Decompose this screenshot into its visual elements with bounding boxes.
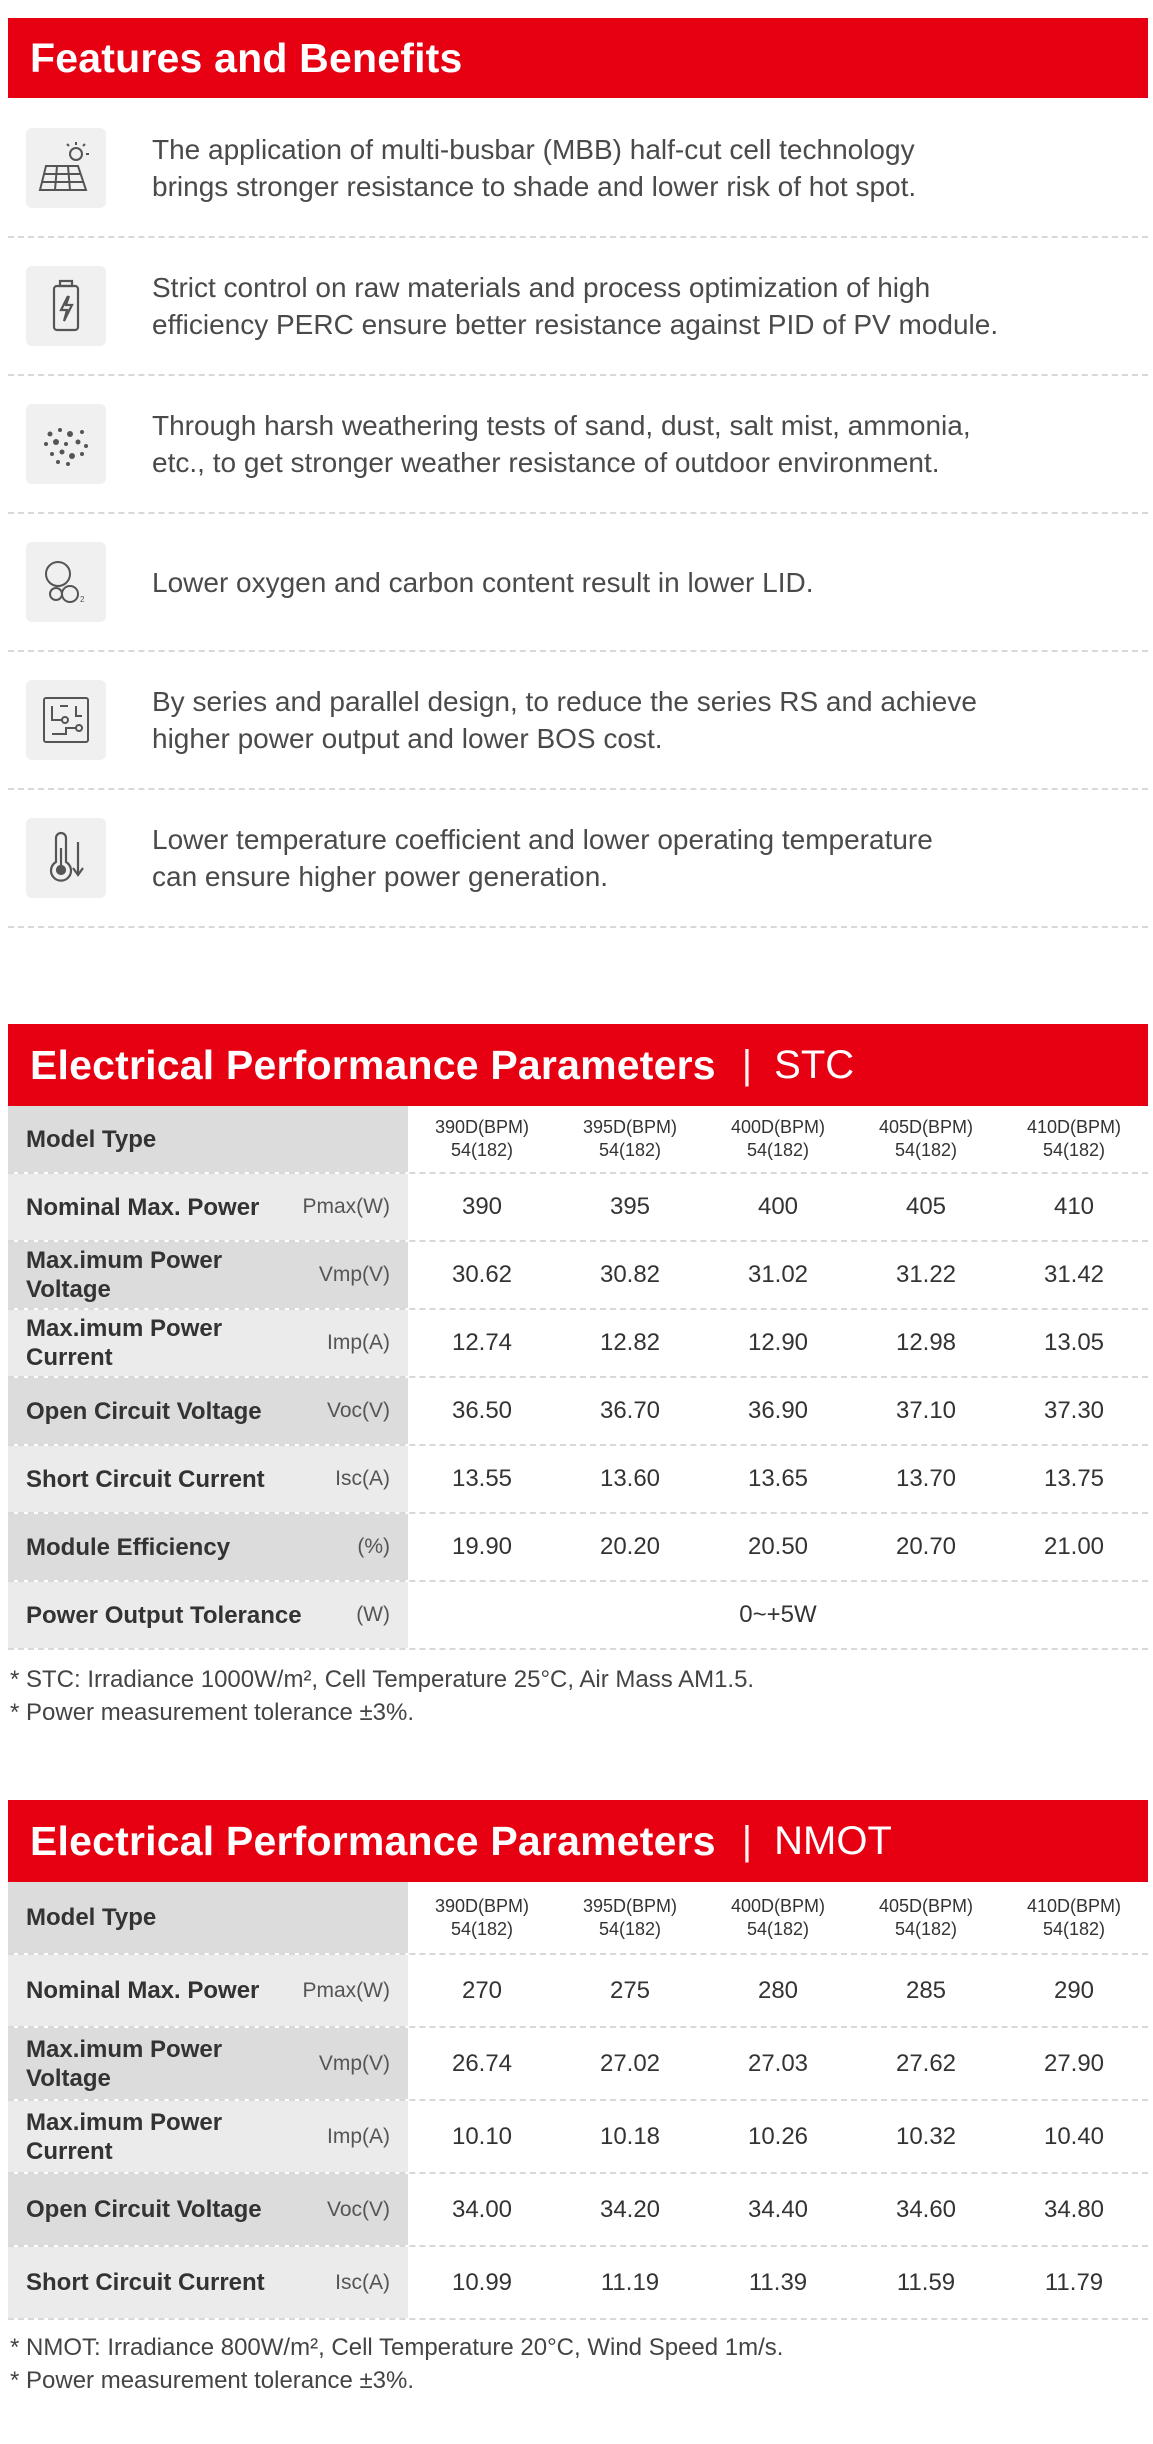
row-unit: Isc(A) [335, 1467, 390, 1490]
table-row [8, 1174, 1148, 1242]
value-cell: 410 [1053, 1193, 1095, 1220]
feature-text-line: etc., to get stronger weather resistance of outdoor environment. [152, 447, 940, 478]
value-cell: 37.30 [1043, 1397, 1105, 1424]
feature-text-line: Through harsh weathering tests of sand, dust, salt mist, ammonia, [152, 410, 971, 441]
note-line: * NMOT: Irradiance 800W/m², Cell Temperature 20°C, Wind Speed 1m/s. [10, 2334, 784, 2361]
value-cell: 13.75 [1043, 1465, 1105, 1492]
stc-title: Electrical Performance Parameters [30, 1041, 716, 1088]
circuit-icon [26, 680, 106, 760]
model-cell: 395D(BPM) 54(182) [582, 1895, 678, 1939]
feature-text-line: can ensure higher power generation. [152, 861, 609, 892]
feature-item [8, 376, 1148, 514]
model-cell: 390D(BPM) 54(182) [434, 1117, 530, 1160]
particles-icon [26, 404, 106, 484]
stc-table [8, 1106, 1148, 1650]
model-cell: 400D(BPM) 54(182) [730, 1117, 826, 1160]
value-cell: 10.99 [451, 2268, 513, 2296]
value-cell: 20.50 [747, 1533, 809, 1560]
value-cell: 20.70 [895, 1533, 957, 1560]
features-title: Features and Benefits [30, 34, 463, 81]
row-label: Open Circuit Voltage [26, 1397, 262, 1425]
value-cell: 290 [1053, 1976, 1095, 2004]
value-cell: 280 [757, 1976, 799, 2004]
stc-subtitle: STC [774, 1042, 855, 1087]
row-label: Model Type [26, 1904, 157, 1931]
row-unit: (%) [357, 1535, 390, 1558]
table-row [8, 2174, 1148, 2247]
table-row [8, 1310, 1148, 1378]
value-cell: 21.00 [1043, 1533, 1105, 1560]
model-cell: 410D(BPM) 54(182) [1026, 1895, 1122, 1939]
value-cell: 10.10 [451, 2122, 513, 2150]
table-row [8, 1242, 1148, 1310]
battery-bolt-icon [26, 266, 106, 346]
nmot-notes [10, 2331, 783, 2397]
feature-text-line: The application of multi-busbar (MBB) half-cut cell technology [152, 134, 915, 165]
row-label: Open Circuit Voltage [26, 2196, 262, 2223]
row-label: Module Efficiency [26, 1533, 231, 1561]
model-cell: 400D(BPM) 54(182) [730, 1895, 826, 1939]
oxygen-bubbles-icon [26, 542, 106, 622]
value-cell: 19.90 [451, 1533, 513, 1560]
feature-text-line: By series and parallel design, to reduce the series RS and achieve [152, 686, 977, 717]
table-row [8, 1446, 1148, 1514]
model-cell: 405D(BPM) 54(182) [878, 1117, 974, 1160]
feature-item [8, 514, 1148, 652]
nmot-separator: | [741, 1818, 753, 1863]
row-unit: Pmax(W) [302, 1195, 390, 1218]
row-label: Model Type [26, 1125, 157, 1153]
features-list [8, 100, 1148, 928]
row-unit: (W) [356, 1603, 390, 1626]
value-cell: 13.70 [895, 1465, 957, 1492]
value-cell: 34.00 [451, 2195, 513, 2223]
nmot-subtitle: NMOT [774, 1818, 892, 1863]
row-label: Short Circuit Current [26, 2269, 265, 2296]
value-cell: 13.60 [599, 1465, 661, 1492]
feature-text-line: brings stronger resistance to shade and lower risk of hot spot. [152, 171, 917, 202]
value-cell: 36.50 [451, 1397, 513, 1424]
table-row [8, 1378, 1148, 1446]
solar-panel-sun-icon [26, 128, 106, 208]
value-cell: 275 [609, 1976, 651, 2004]
value-cell: 34.80 [1043, 2195, 1105, 2223]
value-cell: 10.40 [1043, 2122, 1105, 2150]
table-row [8, 1582, 1148, 1650]
thermometer-down-icon [26, 818, 106, 898]
value-cell: 34.20 [599, 2195, 661, 2223]
value-cell: 20.20 [599, 1533, 661, 1560]
value-cell: 27.90 [1043, 2049, 1105, 2077]
table-row [8, 2101, 1148, 2174]
row-unit: Voc(V) [326, 2197, 390, 2221]
row-label: Nominal Max. Power [26, 1977, 260, 2004]
value-cell: 10.18 [599, 2122, 661, 2150]
row-unit: Imp(A) [327, 1331, 390, 1354]
row-unit: Voc(V) [326, 1399, 390, 1422]
svg-text:2: 2 [80, 595, 85, 604]
note-line: * STC: Irradiance 1000W/m², Cell Temperature 25°C, Air Mass AM1.5. [10, 1666, 755, 1693]
value-cell: 11.39 [748, 2268, 808, 2296]
value-cell: 11.79 [1044, 2268, 1104, 2296]
feature-text-line: Lower oxygen and carbon content result in lower LID. [152, 566, 814, 598]
feature-text-line: Lower temperature coefficient and lower operating temperature [152, 824, 933, 855]
nmot-table [8, 1882, 1148, 2320]
feature-text-line: higher power output and lower BOS cost. [152, 723, 663, 754]
feature-item [8, 238, 1148, 376]
row-unit: Pmax(W) [302, 1978, 390, 2002]
value-cell: 10.32 [895, 2122, 957, 2150]
value-cell: 36.90 [747, 1397, 809, 1424]
table-row [8, 1882, 1148, 1955]
value-cell: 30.62 [451, 1261, 513, 1288]
row-label: Short Circuit Current [26, 1465, 265, 1493]
table-row [8, 2028, 1148, 2101]
value-cell: 11.19 [600, 2268, 660, 2296]
value-cell: 30.82 [599, 1261, 661, 1288]
row-unit: Imp(A) [327, 2124, 390, 2148]
value-cell: 13.05 [1043, 1329, 1105, 1356]
value-cell: 400 [757, 1193, 799, 1220]
row-label: Power Output Tolerance [26, 1601, 302, 1629]
row-unit: Vmp(V) [318, 1263, 390, 1286]
note-line: * Power measurement tolerance ±3%. [10, 2367, 415, 2394]
feature-item [8, 790, 1148, 928]
value-cell: 390 [461, 1193, 503, 1220]
value-cell: 34.60 [895, 2195, 957, 2223]
value-cell: 27.62 [895, 2049, 957, 2077]
model-cell: 405D(BPM) 54(182) [878, 1895, 974, 1939]
model-cell: 410D(BPM) 54(182) [1026, 1117, 1122, 1160]
row-label: Max.imum Power Current [26, 1315, 223, 1371]
table-row [8, 2247, 1148, 2320]
value-cell: 27.02 [599, 2049, 661, 2077]
model-cell: 390D(BPM) 54(182) [434, 1895, 530, 1939]
feature-item [8, 100, 1148, 238]
row-unit: Isc(A) [335, 2270, 390, 2294]
value-cell: 405 [905, 1193, 947, 1220]
value-cell: 11.59 [896, 2268, 956, 2296]
value-cell: 10.26 [747, 2122, 809, 2150]
value-cell: 12.74 [451, 1329, 513, 1356]
feature-item [8, 652, 1148, 790]
value-cell: 285 [905, 1976, 947, 2004]
row-label: Max.imum Power Voltage [26, 2035, 223, 2092]
table-row [8, 1955, 1148, 2028]
value-cell: 31.22 [895, 1261, 957, 1288]
stc-separator: | [741, 1042, 753, 1087]
row-label: Max.imum Power Current [26, 2108, 223, 2165]
value-cell: 36.70 [599, 1397, 661, 1424]
row-label: Max.imum Power Voltage [26, 1247, 223, 1303]
value-cell: 26.74 [451, 2049, 513, 2077]
nmot-header [8, 1800, 1148, 1882]
value-cell: 12.82 [599, 1329, 661, 1356]
value-cell: 12.90 [747, 1329, 809, 1356]
stc-header [8, 1024, 1148, 1106]
row-unit: Vmp(V) [318, 2051, 390, 2075]
table-row [8, 1514, 1148, 1582]
value-cell: 34.40 [747, 2195, 809, 2223]
value-cell: 27.03 [747, 2049, 809, 2077]
feature-text-line: efficiency PERC ensure better resistance against PID of PV module. [152, 309, 999, 340]
value-cell: 0~+5W [739, 1601, 817, 1628]
stc-notes [10, 1663, 754, 1729]
value-cell: 31.02 [747, 1261, 809, 1288]
value-cell: 12.98 [895, 1329, 957, 1356]
value-cell: 37.10 [895, 1397, 957, 1424]
note-line: * Power measurement tolerance ±3%. [10, 1699, 415, 1726]
features-header [8, 18, 1148, 98]
value-cell: 31.42 [1043, 1261, 1105, 1288]
model-cell: 395D(BPM) 54(182) [582, 1117, 678, 1160]
nmot-title: Electrical Performance Parameters [30, 1817, 716, 1864]
table-row [8, 1106, 1148, 1174]
value-cell: 270 [461, 1976, 503, 2004]
value-cell: 13.55 [451, 1465, 513, 1492]
value-cell: 395 [609, 1193, 651, 1220]
row-label: Nominal Max. Power [26, 1193, 260, 1221]
feature-text-line: Strict control on raw materials and process optimization of high [152, 272, 931, 303]
value-cell: 13.65 [747, 1465, 809, 1492]
